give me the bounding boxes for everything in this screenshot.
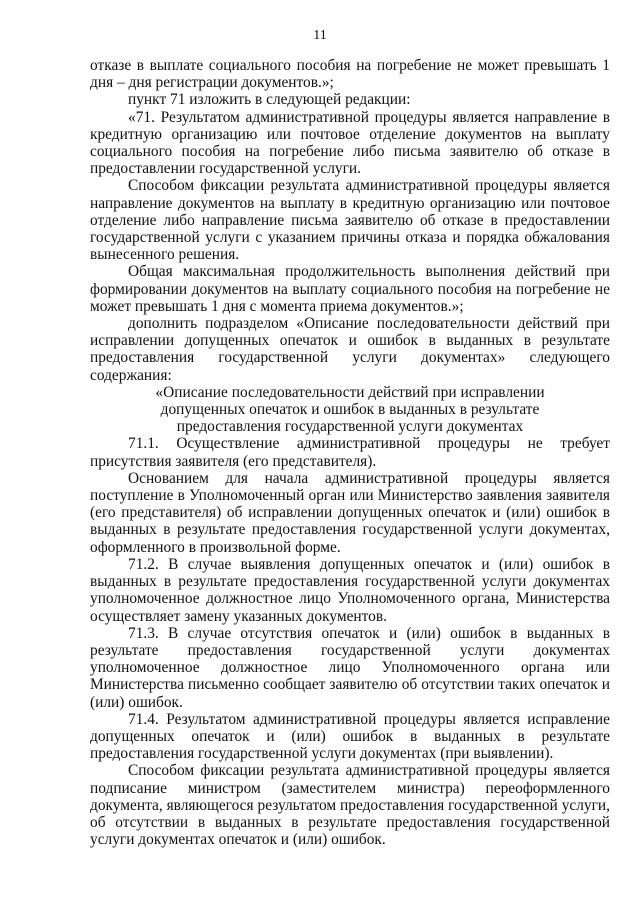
page-number: 11 — [313, 28, 327, 43]
paragraph: Основанием для начала административной процедуры является поступление в Уполномоченный орган или Министерство заявления заявителя (его представителя) об исправлении допущенных опечаток и (или) ошибок в выданных в результате предоставления государственной услуги документах, оформленного в произвольной форме. — [90, 469, 610, 556]
paragraph: дополнить подразделом «Описание последовательности действий при исправлении допущенных опечаток и ошибок в выданных в результате предоставления государственной услуги документах» следующего содержания: — [90, 315, 610, 384]
paragraph: Способом фиксации результата административной процедуры является подписание министром (заместителем министра) переоформленного документа, являющегося результатом предоставления государственной услуги, об отсутствии в выданных в результате предоставления государственной услуги документах опечаток и (или) ошибок. — [90, 762, 610, 849]
paragraph: 71.2. В случае выявления допущенных опечаток и (или) ошибок в выданных в результате предоставления государственной услуги документах уполномоченное должностное лицо Уполномоченного органа, Министерства осуществляет замену указанных документов. — [90, 555, 610, 625]
heading-line: допущенных опечаток и ошибок в выданных в результате — [160, 401, 540, 419]
subsection-heading — [90, 384, 610, 436]
paragraph: Способом фиксации результата административной процедуры является направление документов на выплату в кредитную организацию или почтовое отделение либо направление письма заявителю об отказе в предоставлении государственной услуги с указанием причины отказа и порядка обжалования вынесенного решения. — [90, 177, 610, 264]
heading-line: предоставления государственной услуги документах — [176, 418, 524, 436]
paragraph: 71.1. Осуществление административной процедуры не требует присутствия заявителя (его представителя). — [90, 435, 610, 470]
paragraph: отказе в выплате социального пособия на погребение не может превышать 1 дня – дня регистрации документов.»; — [90, 57, 610, 92]
document-body — [90, 57, 610, 848]
paragraph: «71. Результатом административной процедуры является направление в кредитную организацию или почтовое отделение документов на выплату социального пособия на погребение либо письма заявителю об отказе в предоставлении государственной услуги. — [90, 108, 610, 178]
paragraph: Общая максимальная продолжительность выполнения действий при формировании документов на выплату социального пособия на погребение не может превышать 1 дня с момента приема документов.»; — [90, 263, 610, 315]
heading-line: «Описание последовательности действий при исправлении — [155, 383, 545, 401]
paragraph: 71.4. Результатом административной процедуры является исправление допущенных опечаток и (или) ошибок в выданных в результате предоставления государственной услуги документах (при выявлении). — [90, 710, 610, 763]
paragraph: пункт 71 изложить в следующей редакции: — [128, 91, 411, 109]
paragraph: 71.3. В случае отсутствия опечаток и (или) ошибок в выданных в результате предоставления государственной услуги документах уполномоченное должностное лицо Уполномоченного органа или Министерства письменно сообщает заявителю об отсутствии таких опечаток и (или) ошибок. — [90, 624, 610, 711]
